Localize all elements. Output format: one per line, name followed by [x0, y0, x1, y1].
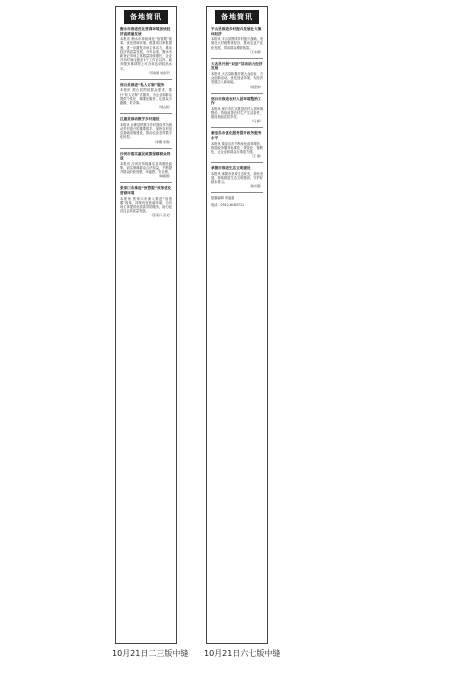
article [211, 166, 263, 188]
article-byline: （徐志强） [247, 184, 263, 189]
column-header: 备地简讯 [124, 10, 168, 24]
footer-editor: 组版编辑 李晶晶 [211, 196, 235, 201]
article-body: 本报讯 张家口市深入推进“放管服”改革，持续优化营商环境，为市场主体提供优质高效的服务，助力经济社会高质量发展。 [120, 196, 172, 214]
article-body: 本报讯 邢台市扎实推进农村人居环境整治，持续改善农村生产生活条件，建设美丽宜居乡村。 [211, 106, 264, 120]
article-body: 本报讯 巨鹿县把数字乡村建设作为推动乡村振兴的重要抓手，加快农村信息基础设施建设，推动农业农村数字化转型。 [120, 122, 173, 140]
article-title: 秦皇岛市优化服务提升政务服务水平 [211, 131, 262, 140]
article-title: 张家口市推进“放管服”改革优化营商环境 [120, 186, 172, 196]
article [120, 83, 172, 109]
column-header: 备地简讯 [215, 10, 259, 24]
article-title: 巨鹿县推动数字乡村建设 [120, 117, 160, 122]
article-body: 本报讯 邢台县围绕群众需求，推行“私人订制”式服务，为企业和群众提供个性化、精准化服务，让群众少跑腿、好办事。 [120, 88, 172, 106]
caption-left: 10月21日二三版中缝 [112, 649, 189, 658]
article-title: 邢台市推进农村人居环境整治工作 [211, 96, 262, 106]
article-body: 本报讯 平山县围绕乡村振兴战略，发展壮大村级集体经济，推动农业产业化发展，带动群众增收致富。 [211, 37, 264, 50]
divider [120, 79, 172, 80]
caption-right: 10月21日六七版中缝 [204, 649, 281, 658]
article-byline: （李娜 李春） [153, 139, 172, 144]
article [120, 152, 172, 179]
article-list [120, 27, 172, 217]
divider [120, 182, 172, 183]
divider [211, 127, 263, 128]
article-title: 沙河市落实惠民政策保障群众利益 [120, 151, 171, 161]
article-list [211, 27, 263, 207]
article-body: 本报讯 衡水市持续深化“放管服”改革，优化营商环境，推进项目审批提速，进一步激发市场主体活力，推动经济高质量发展。今年以来，衡水市新登记市场主体数量持续增长，企业开办时间压缩至1个工作日以内，政务服务事项网上可办率达到较高水平。 [120, 37, 172, 71]
article [211, 62, 263, 89]
article-body: 本报讯 大名县积极开展大众创业、万众创新活动，优化创业环境，为经济发展注入新动能。 [211, 71, 264, 85]
article-byline: （张家口 宣文） [150, 213, 172, 218]
left-gutter-column [115, 6, 177, 644]
article-body: 本报讯 承德市坚持生态优先、绿色发展，持续推进生态文明建设，守护好绿水青山。 [211, 171, 264, 185]
article-byline: （韩振国） [156, 174, 172, 179]
right-gutter-column [206, 6, 268, 644]
article-byline: （王永春） [247, 49, 263, 54]
article [211, 131, 263, 158]
divider [120, 148, 172, 149]
divider [211, 93, 263, 94]
divider [211, 162, 263, 163]
article-byline: （马 彬） [250, 119, 263, 124]
article [120, 27, 172, 75]
divider [120, 113, 172, 114]
article-byline: （刘宏伟） [247, 84, 263, 89]
article-byline: （王 强） [250, 154, 263, 159]
article-title: 邢台县推进“私人订制”服务 [120, 82, 165, 87]
article [211, 97, 263, 124]
article [120, 117, 172, 143]
divider [211, 58, 263, 59]
article-byline: （苏建国 刘金平） [147, 70, 172, 75]
divider [211, 192, 263, 193]
article-byline: （刘占民） [156, 105, 172, 110]
article-title: 承德市推进生态文明建设 [211, 166, 251, 171]
footer-phone: 电话：0312-6163711 [211, 202, 245, 207]
article [120, 186, 172, 217]
article [211, 27, 263, 54]
article-title: 衡水市推进优化营商环境加快经济高质量发展 [120, 27, 171, 36]
article-title: 平山县推进乡村振兴发展壮大集体经济 [211, 27, 262, 36]
article-body: 本报讯 沙河市持续落实各项惠民政策，切实保障群众合法权益，不断提升群众的获得感、幸福感、安全感。 [120, 161, 172, 175]
article-body: 本报讯 秦皇岛市不断优化政务服务，推进政务服务标准化、规范化、便利化，让企业和群众办事更方便。 [211, 141, 264, 154]
article-title: 大名县开展“双创”活动助力经济发展 [211, 61, 263, 71]
